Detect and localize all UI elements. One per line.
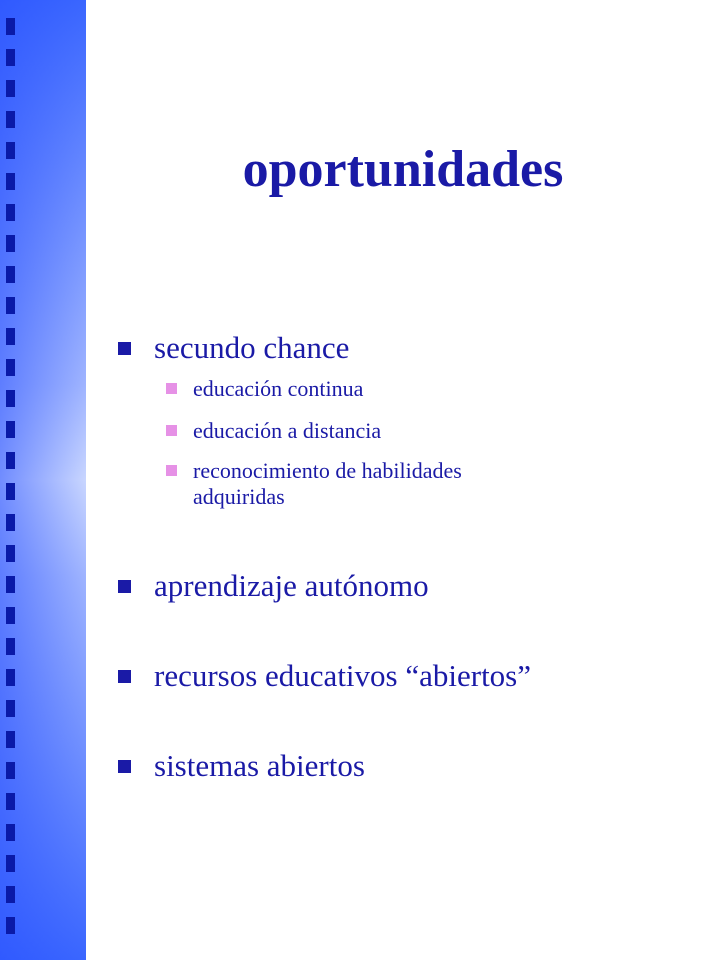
band-tick (6, 669, 15, 686)
band-tick (6, 793, 15, 810)
list-item-label: aprendizaje autónomo (154, 568, 429, 603)
band-tick (6, 390, 15, 407)
band-tick (6, 731, 15, 748)
sub-item-label: educación a distancia (193, 418, 382, 443)
band-tick (6, 824, 15, 841)
band-tick (6, 514, 15, 531)
band-tick (6, 638, 15, 655)
diamond-bullet-icon (166, 383, 177, 394)
band-tick (6, 545, 15, 562)
band-tick-marks (6, 18, 18, 958)
band-tick (6, 297, 15, 314)
band-tick (6, 917, 15, 934)
band-tick (6, 328, 15, 345)
sub-item-label: reconocimiento de habilidades (193, 458, 462, 483)
band-tick (6, 18, 15, 35)
diamond-bullet-icon (166, 425, 177, 436)
band-tick (6, 111, 15, 128)
band-tick (6, 80, 15, 97)
slide-title: oportunidades (242, 141, 564, 198)
sub-item-label-continuation: adquiridas (193, 484, 285, 509)
band-tick (6, 49, 15, 66)
square-bullet-icon (118, 342, 131, 355)
band-tick (6, 266, 15, 283)
square-bullet-icon (118, 760, 131, 773)
band-tick (6, 607, 15, 624)
sub-item-label: educación continua (193, 376, 364, 401)
decorative-side-band (0, 0, 86, 960)
band-tick (6, 204, 15, 221)
band-tick (6, 762, 15, 779)
list-item-label: sistemas abiertos (154, 748, 365, 783)
band-tick (6, 483, 15, 500)
band-tick (6, 421, 15, 438)
diamond-bullet-icon (166, 465, 177, 476)
square-bullet-icon (118, 580, 131, 593)
band-tick (6, 855, 15, 872)
square-bullet-icon (118, 670, 131, 683)
list-item-label: recursos educativos “abiertos” (154, 658, 532, 693)
band-tick (6, 142, 15, 159)
band-tick (6, 700, 15, 717)
band-tick (6, 173, 15, 190)
band-tick (6, 576, 15, 593)
band-tick (6, 235, 15, 252)
band-tick (6, 452, 15, 469)
list-item-label: secundo chance (154, 330, 350, 365)
band-tick (6, 886, 15, 903)
band-tick (6, 359, 15, 376)
